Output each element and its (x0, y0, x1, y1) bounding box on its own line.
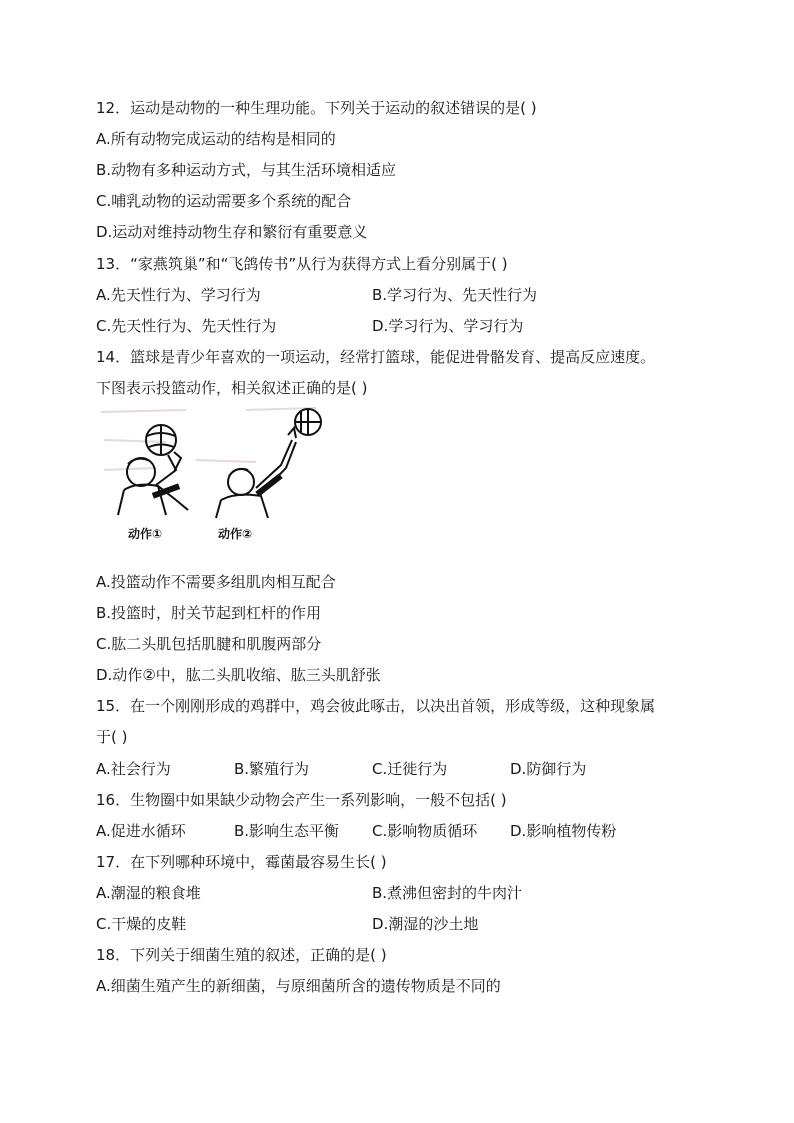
action-2-label: 动作② (218, 527, 253, 541)
question-15-stem-line-2: 于( ) (96, 728, 128, 746)
question-15-stem-line-1: 15．在一个刚刚形成的鸡群中，鸡会彼此啄击，以决出首领，形成等级，这种现象属 (96, 697, 656, 715)
shooting-illustration (96, 400, 336, 560)
question-12-option-d: D.运动对维持动物生存和繁衍有重要意义 (96, 223, 368, 241)
question-16-option-c: C.影响物质循环 (372, 822, 478, 840)
question-13-stem: 13．“家燕筑巢”和“飞鸽传书”从行为获得方式上看分别属于( ) (96, 255, 508, 273)
basketball-shooting-figure (96, 400, 336, 560)
question-14-stem-line-2: 下图表示投篮动作，相关叙述正确的是( ) (96, 379, 368, 397)
question-13-option-a: A.先天性行为、学习行为 (96, 286, 261, 304)
question-14-stem-line-1: 14．篮球是青少年喜欢的一项运动，经常打篮球，能促进骨骼发育、提高反应速度。 (96, 348, 656, 366)
question-17-option-b: B.煮沸但密封的牛肉汁 (372, 884, 523, 902)
question-18-stem: 18．下列关于细菌生殖的叙述，正确的是( ) (96, 946, 387, 964)
question-13-option-b: B.学习行为、先天性行为 (372, 286, 538, 304)
question-14-option-a: A.投篮动作不需要多组肌肉相互配合 (96, 573, 336, 591)
action-1-label: 动作① (128, 527, 163, 541)
question-17-option-a: A.潮湿的粮食堆 (96, 884, 201, 902)
question-16-stem: 16．生物圈中如果缺少动物会产生一系列影响，一般不包括( ) (96, 791, 507, 809)
question-18-option-a: A.细菌生殖产生的新细菌，与原细菌所含的遗传物质是不同的 (96, 977, 501, 995)
question-16-option-a: A.促进水循环 (96, 822, 186, 840)
question-12-option-c: C.哺乳动物的运动需要多个系统的配合 (96, 192, 352, 210)
question-14-option-b: B.投篮时，肘关节起到杠杆的作用 (96, 604, 322, 622)
question-15-option-d: D.防御行为 (510, 760, 587, 778)
question-15-option-c: C.迁徙行为 (372, 760, 448, 778)
question-17-option-c: C.干燥的皮鞋 (96, 915, 187, 933)
question-15-option-a: A.社会行为 (96, 760, 171, 778)
question-14-option-c: C.肱二头肌包括肌腱和肌腹两部分 (96, 635, 322, 653)
question-15-option-b: B.繁殖行为 (234, 760, 310, 778)
question-14-option-d: D.动作②中，肱二头肌收缩、肱三头肌舒张 (96, 666, 381, 684)
question-17-option-d: D.潮湿的沙土地 (372, 915, 479, 933)
question-12-stem: 12．运动是动物的一种生理功能。下列关于运动的叙述错误的是( ) (96, 99, 537, 117)
question-16-option-b: B.影响生态平衡 (234, 822, 340, 840)
question-16-option-d: D.影响植物传粉 (510, 822, 617, 840)
action-2-figure (216, 409, 321, 518)
question-13-option-d: D.学习行为、学习行为 (372, 317, 524, 335)
question-17-stem: 17．在下列哪种环境中，霉菌最容易生长( ) (96, 853, 387, 871)
question-12-option-a: A.所有动物完成运动的结构是相同的 (96, 130, 336, 148)
question-12-option-b: B.动物有多种运动方式，与其生活环境相适应 (96, 161, 397, 179)
question-13-option-c: C.先天性行为、先天性行为 (96, 317, 277, 335)
